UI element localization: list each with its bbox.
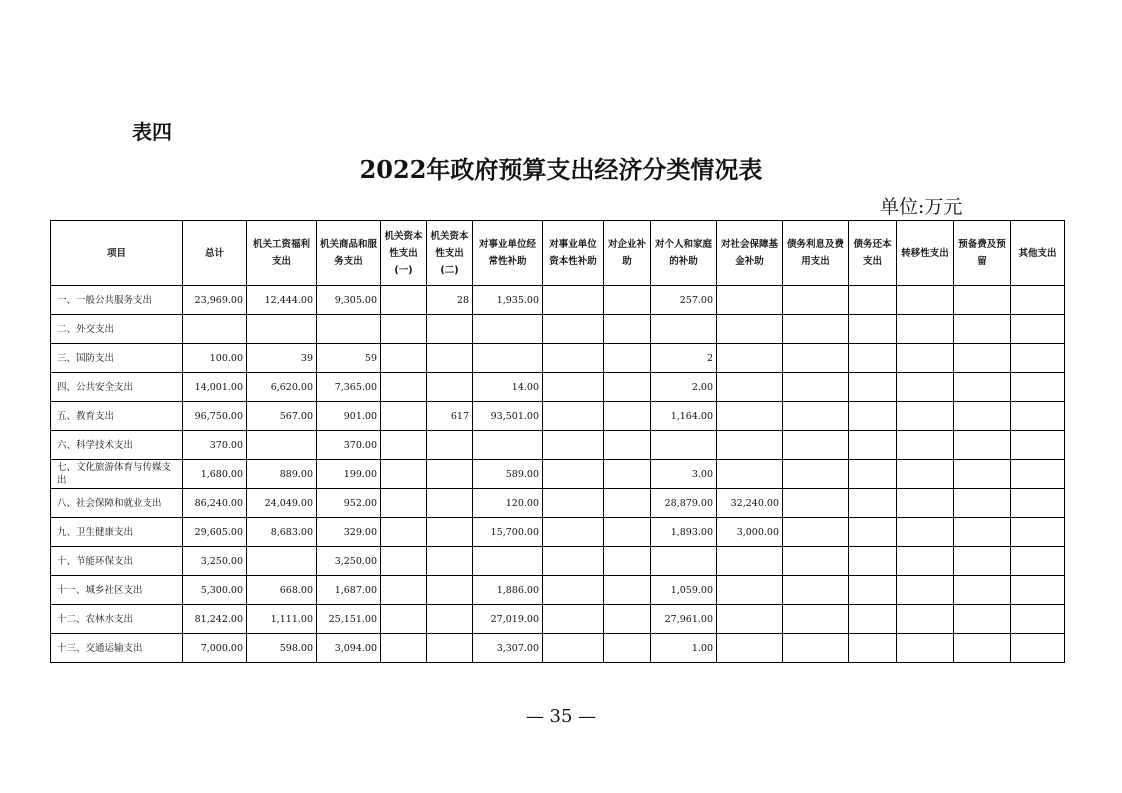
table-cell (1011, 431, 1065, 460)
table-cell: 952.00 (317, 489, 381, 518)
row-label: 三、国防支出 (51, 344, 183, 373)
table-cell (849, 344, 897, 373)
table-cell: 1,680.00 (183, 460, 247, 489)
table-cell (717, 605, 783, 634)
table-cell: 370.00 (183, 431, 247, 460)
table-row (51, 518, 1065, 547)
table-cell (604, 605, 651, 634)
table-cell (1011, 547, 1065, 576)
table-cell: 3,250.00 (317, 547, 381, 576)
table-cell (783, 489, 849, 518)
table-cell (604, 286, 651, 315)
table-cell (954, 547, 1011, 576)
row-label: 一、一般公共服务支出 (51, 286, 183, 315)
column-header: 机关工资福利支出 (247, 221, 317, 286)
table-cell (783, 576, 849, 605)
table-cell (427, 634, 473, 663)
table-cell (897, 489, 954, 518)
table-cell: 100.00 (183, 344, 247, 373)
table-cell (897, 547, 954, 576)
table-cell (897, 460, 954, 489)
table-cell: 668.00 (247, 576, 317, 605)
table-cell: 6,620.00 (247, 373, 317, 402)
table-cell (897, 373, 954, 402)
table-cell (1011, 344, 1065, 373)
table-cell (1011, 489, 1065, 518)
table-cell (381, 402, 427, 431)
table-cell (381, 489, 427, 518)
table-cell: 14,001.00 (183, 373, 247, 402)
table-cell: 25,151.00 (317, 605, 381, 634)
table-cell (717, 373, 783, 402)
table-cell (717, 402, 783, 431)
table-cell (543, 286, 604, 315)
table-cell (897, 286, 954, 315)
table-cell (604, 373, 651, 402)
table-cell: 14.00 (473, 373, 543, 402)
table-cell: 3,094.00 (317, 634, 381, 663)
table-cell (1011, 315, 1065, 344)
row-label: 十三、交通运输支出 (51, 634, 183, 663)
table-cell (897, 518, 954, 547)
table-cell: 3,000.00 (717, 518, 783, 547)
table-cell (783, 547, 849, 576)
table-cell: 2 (651, 344, 717, 373)
table-cell: 1,059.00 (651, 576, 717, 605)
table-cell: 59 (317, 344, 381, 373)
table-cell: 27,961.00 (651, 605, 717, 634)
table-cell (381, 518, 427, 547)
table-cell: 901.00 (317, 402, 381, 431)
table-cell (1011, 460, 1065, 489)
table-cell: 32,240.00 (717, 489, 783, 518)
table-cell: 9,305.00 (317, 286, 381, 315)
table-cell: 329.00 (317, 518, 381, 547)
table-cell (849, 402, 897, 431)
table-cell (783, 518, 849, 547)
table-cell (381, 315, 427, 344)
table-cell (897, 605, 954, 634)
column-header: 项目 (51, 221, 183, 286)
column-header: 机关资本性支出(二) (427, 221, 473, 286)
table-row (51, 605, 1065, 634)
table-cell (604, 634, 651, 663)
table-cell: 93,501.00 (473, 402, 543, 431)
table-cell (427, 547, 473, 576)
table-cell: 257.00 (651, 286, 717, 315)
table-cell (717, 315, 783, 344)
table-cell (247, 431, 317, 460)
table-row (51, 286, 1065, 315)
table-cell (543, 634, 604, 663)
table-cell (1011, 634, 1065, 663)
table-cell (954, 576, 1011, 605)
table-cell: 39 (247, 344, 317, 373)
table-row (51, 344, 1065, 373)
table-row (51, 489, 1065, 518)
table-cell (427, 489, 473, 518)
column-header: 预备费及预留 (954, 221, 1011, 286)
table-row (51, 315, 1065, 344)
table-cell (183, 315, 247, 344)
table-body (51, 286, 1065, 663)
column-header: 对事业单位资本性补助 (543, 221, 604, 286)
table-cell (849, 373, 897, 402)
table-cell: 567.00 (247, 402, 317, 431)
table-cell (954, 344, 1011, 373)
table-cell (604, 402, 651, 431)
table-cell: 370.00 (317, 431, 381, 460)
table-cell: 1,893.00 (651, 518, 717, 547)
table-cell (717, 344, 783, 373)
table-cell (954, 431, 1011, 460)
table-cell (473, 431, 543, 460)
table-cell (543, 547, 604, 576)
table-cell (381, 431, 427, 460)
table-cell (317, 315, 381, 344)
column-header: 其他支出 (1011, 221, 1065, 286)
row-label: 八、社会保障和就业支出 (51, 489, 183, 518)
table-cell (473, 547, 543, 576)
table-cell (954, 518, 1011, 547)
table-cell: 589.00 (473, 460, 543, 489)
table-cell (954, 460, 1011, 489)
table-cell (381, 460, 427, 489)
table-cell (427, 315, 473, 344)
table-cell (783, 344, 849, 373)
row-label: 十、节能环保支出 (51, 547, 183, 576)
table-cell (543, 344, 604, 373)
table-cell (783, 460, 849, 489)
row-label: 十二、农林水支出 (51, 605, 183, 634)
table-cell: 28 (427, 286, 473, 315)
table-cell (897, 576, 954, 605)
table-cell: 3,307.00 (473, 634, 543, 663)
table-row (51, 402, 1065, 431)
table-cell (381, 576, 427, 605)
table-cell (651, 315, 717, 344)
table-cell: 617 (427, 402, 473, 431)
table-cell (783, 402, 849, 431)
table-cell (247, 315, 317, 344)
table-cell (604, 518, 651, 547)
table-row (51, 547, 1065, 576)
table-cell (849, 460, 897, 489)
budget-table (50, 220, 1065, 663)
table-cell: 24,049.00 (247, 489, 317, 518)
table-cell (897, 634, 954, 663)
table-row (51, 373, 1065, 402)
table-cell: 23,969.00 (183, 286, 247, 315)
row-label: 二、外交支出 (51, 315, 183, 344)
table-cell (717, 634, 783, 663)
table-cell: 3,250.00 (183, 547, 247, 576)
table-cell (427, 605, 473, 634)
table-cell (543, 402, 604, 431)
table-cell: 15,700.00 (473, 518, 543, 547)
table-cell (849, 286, 897, 315)
table-cell (849, 547, 897, 576)
table-cell: 7,365.00 (317, 373, 381, 402)
row-label: 六、科学技术支出 (51, 431, 183, 460)
column-header: 债务利息及费用支出 (783, 221, 849, 286)
table-cell (604, 315, 651, 344)
table-cell (783, 373, 849, 402)
table-cell (849, 605, 897, 634)
table-cell (897, 315, 954, 344)
table-cell (1011, 402, 1065, 431)
table-header-row (51, 221, 1065, 286)
table-cell: 199.00 (317, 460, 381, 489)
column-header: 总计 (183, 221, 247, 286)
column-header: 对企业补助 (604, 221, 651, 286)
table-cell (604, 576, 651, 605)
table-cell: 889.00 (247, 460, 317, 489)
table-cell: 8,683.00 (247, 518, 317, 547)
table-cell (427, 576, 473, 605)
table-cell (381, 605, 427, 634)
table-cell (897, 431, 954, 460)
table-cell (381, 634, 427, 663)
table-cell (381, 286, 427, 315)
table-cell (1011, 286, 1065, 315)
table-cell (954, 286, 1011, 315)
table-cell (543, 489, 604, 518)
table-cell (717, 460, 783, 489)
table-cell (849, 489, 897, 518)
table-row (51, 576, 1065, 605)
table-cell (427, 431, 473, 460)
table-cell (1011, 605, 1065, 634)
table-cell (651, 431, 717, 460)
table-cell (604, 547, 651, 576)
table-cell (427, 373, 473, 402)
table-cell (783, 605, 849, 634)
table-cell: 1,111.00 (247, 605, 317, 634)
table-row (51, 460, 1065, 489)
row-label: 四、公共安全支出 (51, 373, 183, 402)
table-cell (849, 634, 897, 663)
row-label: 五、教育支出 (51, 402, 183, 431)
table-cell: 7,000.00 (183, 634, 247, 663)
table-cell (543, 431, 604, 460)
table-cell: 3.00 (651, 460, 717, 489)
row-label: 七、文化旅游体育与传媒支出 (51, 460, 183, 489)
table-cell (543, 460, 604, 489)
table-cell: 28,879.00 (651, 489, 717, 518)
column-header: 对社会保障基金补助 (717, 221, 783, 286)
table-cell (717, 431, 783, 460)
table-cell (1011, 518, 1065, 547)
table-cell (897, 344, 954, 373)
column-header: 对个人和家庭的补助 (651, 221, 717, 286)
table-cell (783, 431, 849, 460)
column-header: 转移性支出 (897, 221, 954, 286)
column-header: 机关商品和服务支出 (317, 221, 381, 286)
table-cell (1011, 576, 1065, 605)
table-cell (604, 344, 651, 373)
table-cell: 96,750.00 (183, 402, 247, 431)
table-cell (427, 518, 473, 547)
table-cell (849, 315, 897, 344)
table-cell (543, 315, 604, 344)
table-cell: 86,240.00 (183, 489, 247, 518)
table-cell (604, 489, 651, 518)
table-cell (543, 605, 604, 634)
table-cell (1011, 373, 1065, 402)
table-cell (954, 373, 1011, 402)
table-row (51, 431, 1065, 460)
table-cell (954, 489, 1011, 518)
row-label: 十一、城乡社区支出 (51, 576, 183, 605)
table-cell (247, 547, 317, 576)
table-cell: 1.00 (651, 634, 717, 663)
table-cell: 1,687.00 (317, 576, 381, 605)
table-cell (954, 402, 1011, 431)
table-cell (473, 315, 543, 344)
row-label: 九、卫生健康支出 (51, 518, 183, 547)
table-cell (783, 315, 849, 344)
table-cell (473, 344, 543, 373)
table-cell (427, 344, 473, 373)
table-cell: 598.00 (247, 634, 317, 663)
page-title: 2022年政府预算支出经济分类情况表 (359, 155, 763, 184)
table-cell (849, 431, 897, 460)
table-cell (381, 344, 427, 373)
table-cell (717, 576, 783, 605)
table-row (51, 634, 1065, 663)
table-cell: 1,164.00 (651, 402, 717, 431)
table-cell (717, 547, 783, 576)
table-cell (783, 634, 849, 663)
table-cell (381, 547, 427, 576)
table-cell (717, 286, 783, 315)
table-cell (604, 431, 651, 460)
table-cell (954, 605, 1011, 634)
table-cell (543, 576, 604, 605)
table-cell (954, 315, 1011, 344)
table-cell: 29,605.00 (183, 518, 247, 547)
table-cell (783, 286, 849, 315)
table-cell: 27,019.00 (473, 605, 543, 634)
table-cell: 12,444.00 (247, 286, 317, 315)
table-cell (849, 576, 897, 605)
table-cell (381, 373, 427, 402)
table-cell: 1,886.00 (473, 576, 543, 605)
table-cell (543, 518, 604, 547)
table-cell (543, 373, 604, 402)
table-cell: 5,300.00 (183, 576, 247, 605)
table-cell (954, 634, 1011, 663)
table-cell (849, 518, 897, 547)
table-cell (427, 460, 473, 489)
table-cell (651, 547, 717, 576)
table-cell: 2.00 (651, 373, 717, 402)
table-label: 表四 (132, 120, 172, 144)
unit-label: 单位:万元 (880, 196, 963, 218)
column-header: 对事业单位经常性补助 (473, 221, 543, 286)
table-cell (897, 402, 954, 431)
page-number: — 35 — (525, 706, 597, 727)
column-header: 债务还本支出 (849, 221, 897, 286)
column-header: 机关资本性支出(一) (381, 221, 427, 286)
table-cell: 1,935.00 (473, 286, 543, 315)
table-cell: 81,242.00 (183, 605, 247, 634)
table-cell: 120.00 (473, 489, 543, 518)
table-cell (604, 460, 651, 489)
